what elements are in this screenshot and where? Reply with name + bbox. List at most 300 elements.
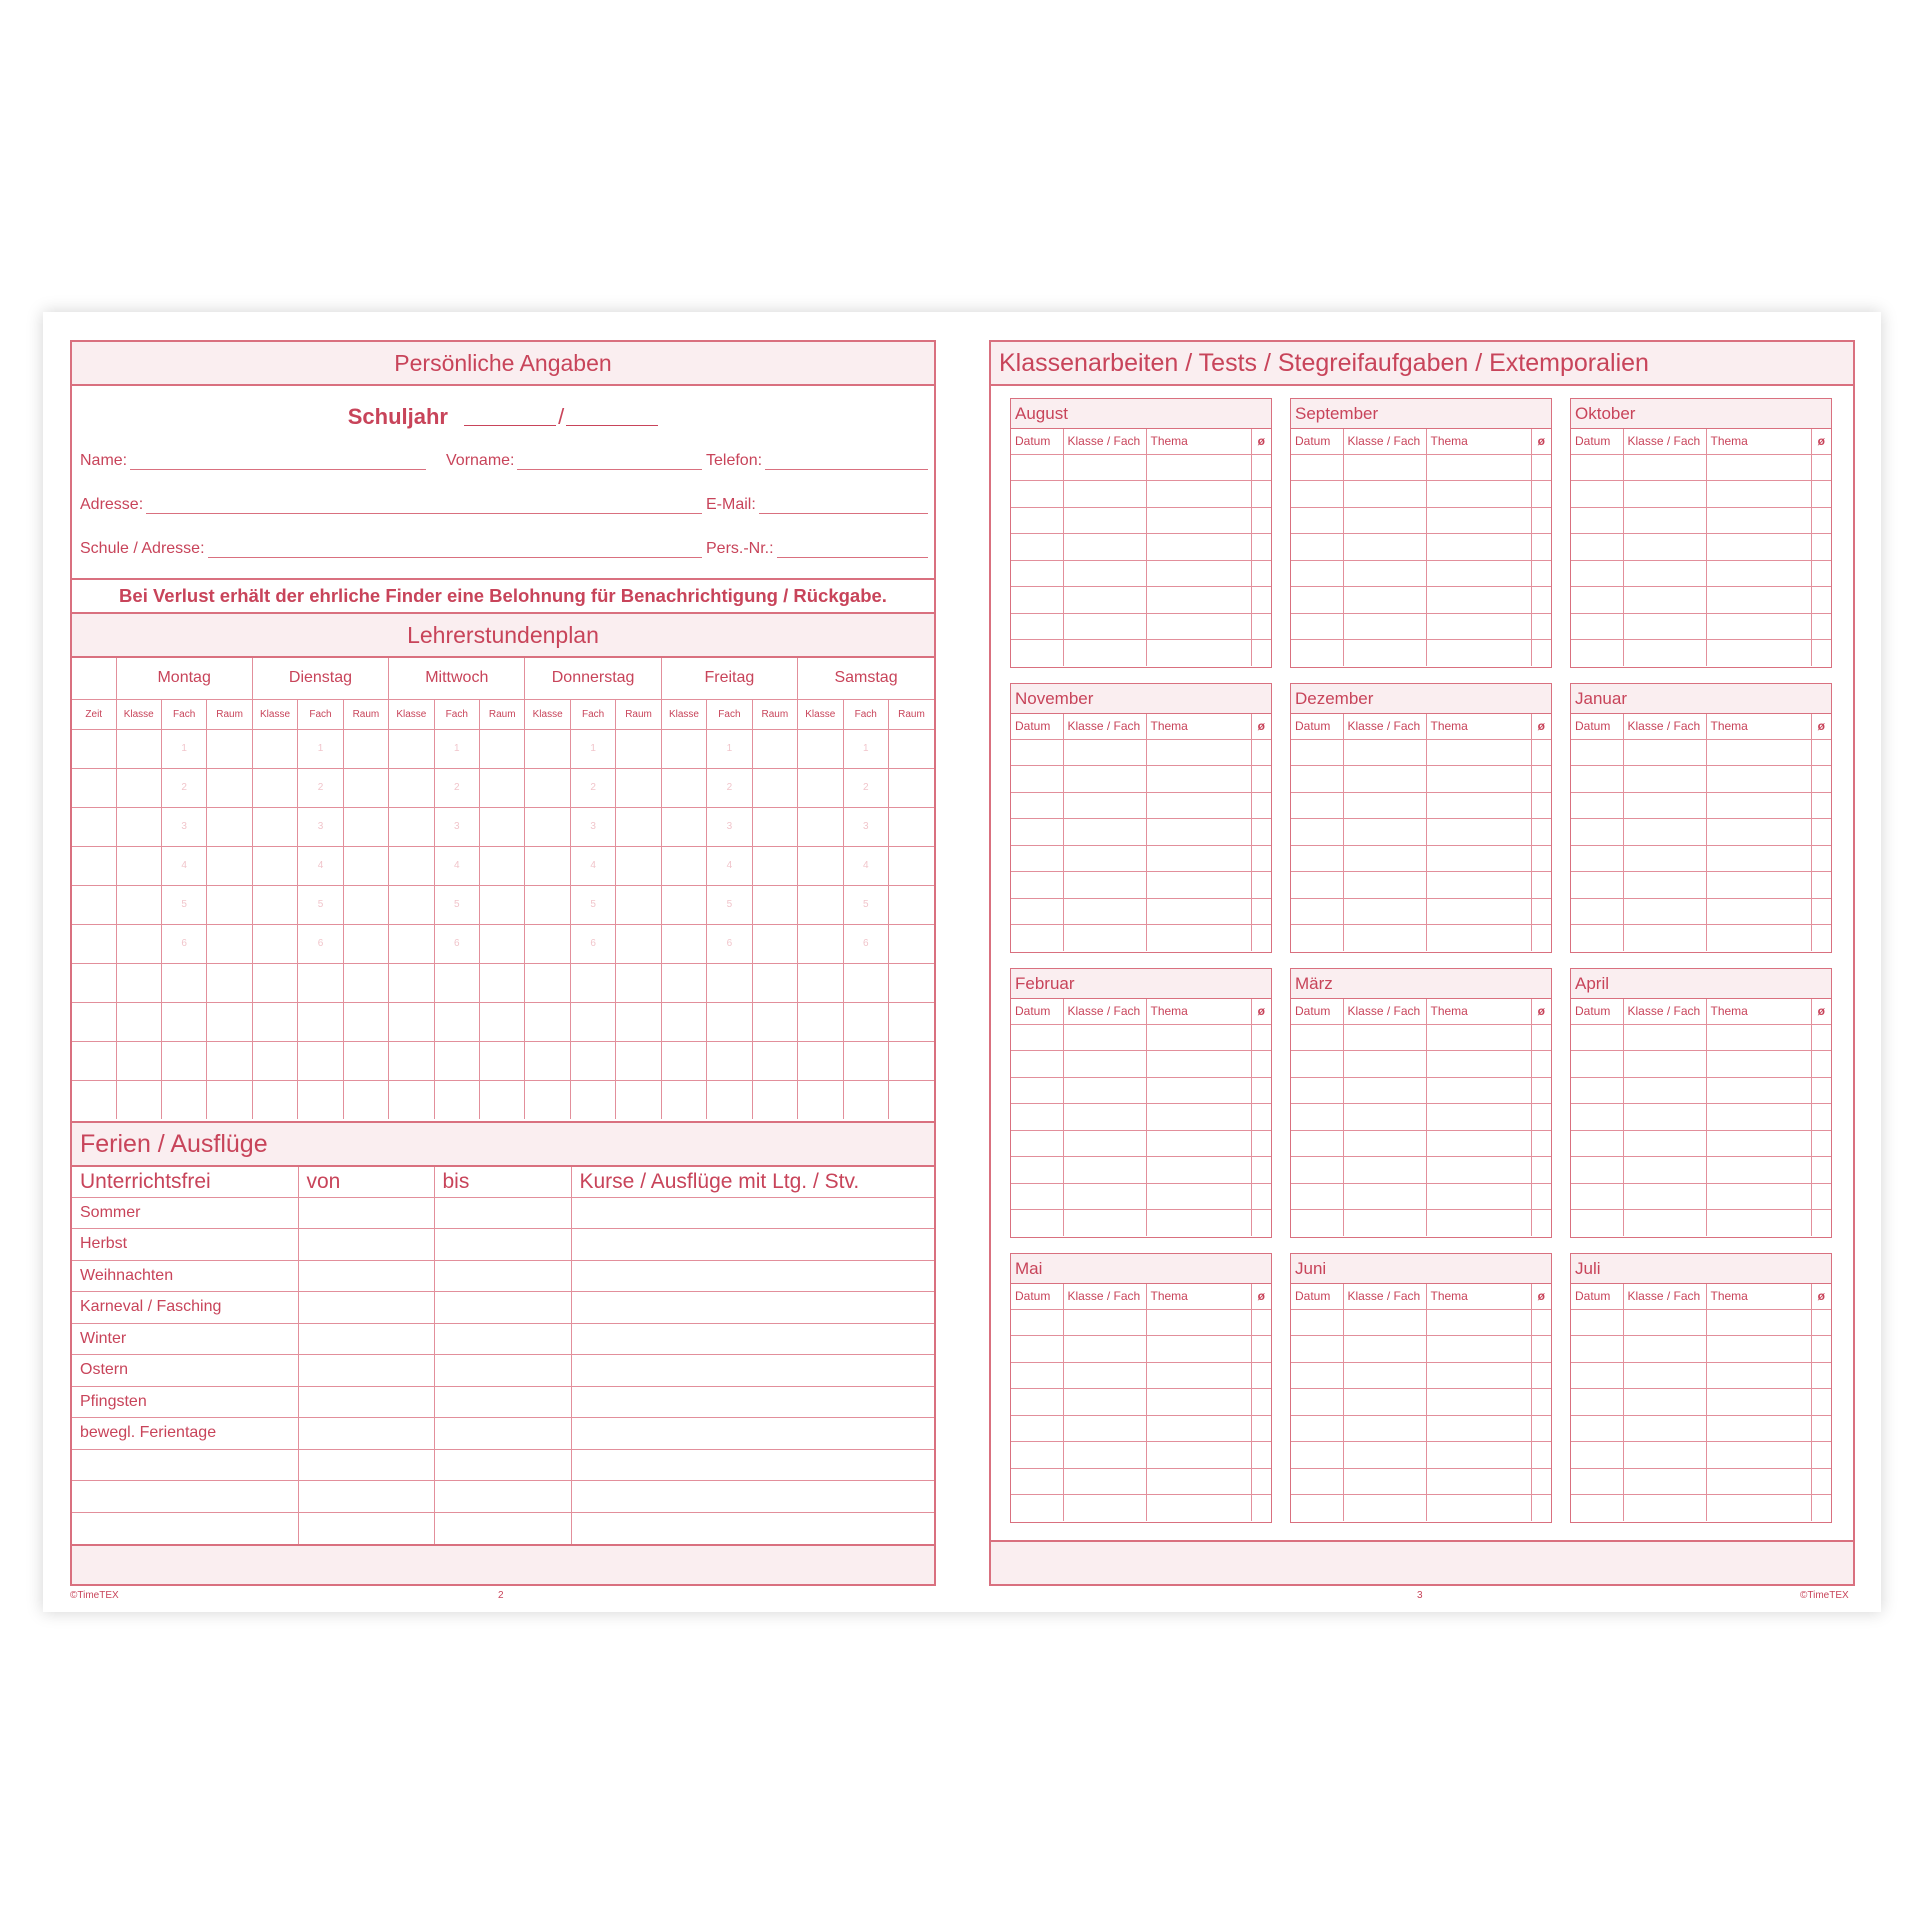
class-cell[interactable] (661, 807, 706, 846)
date-cell[interactable] (1291, 1362, 1343, 1389)
subject-cell[interactable] (161, 885, 206, 924)
class-subject-cell[interactable] (1063, 739, 1146, 766)
class-cell[interactable] (798, 1041, 843, 1080)
topic-cell[interactable] (1426, 1210, 1531, 1237)
excursion-cell[interactable] (571, 1386, 934, 1418)
class-subject-cell[interactable] (1623, 1157, 1706, 1184)
room-cell[interactable] (752, 768, 797, 807)
room-cell[interactable] (207, 846, 252, 885)
holiday-name-cell[interactable] (72, 1260, 298, 1292)
time-cell[interactable] (72, 1002, 116, 1041)
subject-cell[interactable] (161, 1080, 206, 1119)
average-cell[interactable] (1811, 1051, 1831, 1078)
date-cell[interactable] (1571, 1468, 1623, 1495)
excursion-cell[interactable] (571, 1355, 934, 1387)
excursion-cell[interactable] (571, 1229, 934, 1261)
class-subject-cell[interactable] (1063, 819, 1146, 846)
class-subject-cell[interactable] (1343, 898, 1426, 925)
subject-cell[interactable] (434, 768, 479, 807)
class-subject-cell[interactable] (1343, 792, 1426, 819)
average-cell[interactable] (1811, 587, 1831, 614)
class-subject-cell[interactable] (1063, 454, 1146, 481)
average-cell[interactable] (1251, 1051, 1271, 1078)
average-cell[interactable] (1251, 819, 1271, 846)
average-cell[interactable] (1251, 1415, 1271, 1442)
topic-cell[interactable] (1146, 454, 1251, 481)
date-cell[interactable] (1571, 1157, 1623, 1184)
date-cell[interactable] (1571, 1051, 1623, 1078)
average-cell[interactable] (1531, 1495, 1551, 1522)
date-cell[interactable] (1011, 872, 1063, 899)
topic-cell[interactable] (1146, 1183, 1251, 1210)
topic-cell[interactable] (1706, 1415, 1811, 1442)
date-cell[interactable] (1011, 845, 1063, 872)
holiday-to-cell[interactable] (434, 1323, 571, 1355)
average-cell[interactable] (1531, 1336, 1551, 1363)
room-cell[interactable] (752, 846, 797, 885)
average-cell[interactable] (1251, 613, 1271, 640)
room-cell[interactable] (343, 729, 388, 768)
subject-cell[interactable] (707, 963, 752, 1002)
average-cell[interactable] (1811, 1210, 1831, 1237)
topic-cell[interactable] (1146, 766, 1251, 793)
date-cell[interactable] (1291, 1210, 1343, 1237)
average-cell[interactable] (1251, 898, 1271, 925)
date-cell[interactable] (1291, 739, 1343, 766)
subject-cell[interactable] (298, 924, 343, 963)
room-cell[interactable] (207, 729, 252, 768)
excursion-cell[interactable] (571, 1323, 934, 1355)
date-cell[interactable] (1291, 819, 1343, 846)
date-cell[interactable] (1571, 872, 1623, 899)
class-cell[interactable] (116, 1080, 161, 1119)
subject-cell[interactable] (434, 1041, 479, 1080)
class-subject-cell[interactable] (1063, 1362, 1146, 1389)
topic-cell[interactable] (1426, 1051, 1531, 1078)
subject-cell[interactable] (298, 807, 343, 846)
class-subject-cell[interactable] (1623, 1183, 1706, 1210)
room-cell[interactable] (888, 846, 934, 885)
subject-cell[interactable] (298, 1041, 343, 1080)
excursion-cell[interactable] (571, 1512, 934, 1544)
room-cell[interactable] (207, 963, 252, 1002)
date-cell[interactable] (1291, 1104, 1343, 1131)
class-cell[interactable] (525, 924, 570, 963)
room-cell[interactable] (616, 807, 661, 846)
class-cell[interactable] (798, 963, 843, 1002)
subject-cell[interactable] (570, 768, 615, 807)
holiday-name-cell[interactable] (72, 1449, 298, 1481)
average-cell[interactable] (1811, 1024, 1831, 1051)
class-subject-cell[interactable] (1063, 1309, 1146, 1336)
room-cell[interactable] (480, 885, 525, 924)
average-cell[interactable] (1251, 1024, 1271, 1051)
topic-cell[interactable] (1146, 819, 1251, 846)
class-subject-cell[interactable] (1063, 1157, 1146, 1184)
average-cell[interactable] (1531, 792, 1551, 819)
date-cell[interactable] (1571, 1495, 1623, 1522)
average-cell[interactable] (1811, 1104, 1831, 1131)
topic-cell[interactable] (1146, 534, 1251, 561)
room-cell[interactable] (888, 924, 934, 963)
topic-cell[interactable] (1706, 898, 1811, 925)
topic-cell[interactable] (1706, 613, 1811, 640)
date-cell[interactable] (1291, 1024, 1343, 1051)
average-cell[interactable] (1811, 845, 1831, 872)
class-subject-cell[interactable] (1343, 1024, 1426, 1051)
room-cell[interactable] (616, 1080, 661, 1119)
subject-cell[interactable] (570, 924, 615, 963)
time-cell[interactable] (72, 885, 116, 924)
class-cell[interactable] (389, 963, 434, 1002)
class-cell[interactable] (116, 1041, 161, 1080)
subject-cell[interactable] (434, 846, 479, 885)
room-cell[interactable] (752, 729, 797, 768)
topic-cell[interactable] (1426, 925, 1531, 952)
average-cell[interactable] (1251, 1495, 1271, 1522)
class-cell[interactable] (525, 1002, 570, 1041)
holiday-to-cell[interactable] (434, 1481, 571, 1513)
topic-cell[interactable] (1146, 1130, 1251, 1157)
subject-cell[interactable] (434, 1002, 479, 1041)
holiday-from-cell[interactable] (298, 1323, 434, 1355)
room-cell[interactable] (343, 1041, 388, 1080)
average-cell[interactable] (1531, 1468, 1551, 1495)
subject-cell[interactable] (434, 807, 479, 846)
topic-cell[interactable] (1426, 1157, 1531, 1184)
date-cell[interactable] (1011, 1362, 1063, 1389)
room-cell[interactable] (616, 729, 661, 768)
date-cell[interactable] (1291, 587, 1343, 614)
date-cell[interactable] (1011, 507, 1063, 534)
class-subject-cell[interactable] (1343, 1362, 1426, 1389)
date-cell[interactable] (1571, 845, 1623, 872)
class-cell[interactable] (798, 768, 843, 807)
subject-cell[interactable] (843, 963, 888, 1002)
class-cell[interactable] (116, 807, 161, 846)
date-cell[interactable] (1571, 507, 1623, 534)
holiday-from-cell[interactable] (298, 1355, 434, 1387)
excursion-cell[interactable] (571, 1292, 934, 1324)
date-cell[interactable] (1571, 481, 1623, 508)
average-cell[interactable] (1531, 560, 1551, 587)
excursion-cell[interactable] (571, 1418, 934, 1450)
class-cell[interactable] (116, 963, 161, 1002)
average-cell[interactable] (1811, 481, 1831, 508)
date-cell[interactable] (1011, 1077, 1063, 1104)
class-cell[interactable] (252, 1041, 297, 1080)
subject-cell[interactable] (843, 1041, 888, 1080)
time-cell[interactable] (72, 846, 116, 885)
date-cell[interactable] (1011, 1051, 1063, 1078)
topic-cell[interactable] (1706, 1157, 1811, 1184)
class-cell[interactable] (525, 963, 570, 1002)
date-cell[interactable] (1571, 819, 1623, 846)
class-cell[interactable] (389, 1080, 434, 1119)
class-cell[interactable] (661, 768, 706, 807)
topic-cell[interactable] (1706, 1468, 1811, 1495)
date-cell[interactable] (1011, 1183, 1063, 1210)
class-subject-cell[interactable] (1063, 1442, 1146, 1469)
average-cell[interactable] (1531, 1130, 1551, 1157)
average-cell[interactable] (1251, 1442, 1271, 1469)
subject-cell[interactable] (707, 846, 752, 885)
class-subject-cell[interactable] (1623, 1024, 1706, 1051)
time-cell[interactable] (72, 1041, 116, 1080)
average-cell[interactable] (1811, 1362, 1831, 1389)
topic-cell[interactable] (1706, 1336, 1811, 1363)
class-cell[interactable] (798, 1080, 843, 1119)
class-cell[interactable] (389, 1041, 434, 1080)
topic-cell[interactable] (1706, 739, 1811, 766)
class-cell[interactable] (661, 924, 706, 963)
topic-cell[interactable] (1426, 1415, 1531, 1442)
class-subject-cell[interactable] (1623, 1468, 1706, 1495)
topic-cell[interactable] (1426, 819, 1531, 846)
class-subject-cell[interactable] (1623, 1051, 1706, 1078)
class-subject-cell[interactable] (1623, 845, 1706, 872)
topic-cell[interactable] (1706, 1077, 1811, 1104)
room-cell[interactable] (207, 885, 252, 924)
topic-cell[interactable] (1146, 1077, 1251, 1104)
subject-cell[interactable] (570, 1080, 615, 1119)
average-cell[interactable] (1251, 1157, 1271, 1184)
class-cell[interactable] (525, 846, 570, 885)
class-cell[interactable] (252, 1080, 297, 1119)
subject-cell[interactable] (434, 885, 479, 924)
average-cell[interactable] (1811, 1389, 1831, 1416)
topic-cell[interactable] (1706, 1309, 1811, 1336)
room-cell[interactable] (480, 846, 525, 885)
class-subject-cell[interactable] (1623, 1336, 1706, 1363)
average-cell[interactable] (1811, 792, 1831, 819)
topic-cell[interactable] (1146, 898, 1251, 925)
date-cell[interactable] (1291, 1309, 1343, 1336)
topic-cell[interactable] (1146, 1495, 1251, 1522)
room-cell[interactable] (752, 885, 797, 924)
class-subject-cell[interactable] (1623, 507, 1706, 534)
topic-cell[interactable] (1426, 481, 1531, 508)
time-cell[interactable] (72, 807, 116, 846)
class-cell[interactable] (661, 1080, 706, 1119)
room-cell[interactable] (616, 924, 661, 963)
topic-cell[interactable] (1706, 766, 1811, 793)
class-subject-cell[interactable] (1063, 1336, 1146, 1363)
topic-cell[interactable] (1706, 925, 1811, 952)
average-cell[interactable] (1251, 925, 1271, 952)
address-field[interactable] (80, 496, 702, 514)
room-cell[interactable] (343, 885, 388, 924)
average-cell[interactable] (1531, 613, 1551, 640)
class-subject-cell[interactable] (1063, 481, 1146, 508)
class-subject-cell[interactable] (1623, 1362, 1706, 1389)
average-cell[interactable] (1251, 1210, 1271, 1237)
class-subject-cell[interactable] (1623, 1389, 1706, 1416)
class-subject-cell[interactable] (1343, 1104, 1426, 1131)
average-cell[interactable] (1811, 1130, 1831, 1157)
class-subject-cell[interactable] (1623, 1309, 1706, 1336)
room-cell[interactable] (480, 768, 525, 807)
date-cell[interactable] (1571, 1442, 1623, 1469)
date-cell[interactable] (1571, 1183, 1623, 1210)
topic-cell[interactable] (1706, 1442, 1811, 1469)
date-cell[interactable] (1011, 587, 1063, 614)
subject-cell[interactable] (298, 768, 343, 807)
average-cell[interactable] (1251, 454, 1271, 481)
topic-cell[interactable] (1146, 560, 1251, 587)
topic-cell[interactable] (1706, 1024, 1811, 1051)
class-subject-cell[interactable] (1343, 507, 1426, 534)
class-cell[interactable] (661, 1002, 706, 1041)
class-subject-cell[interactable] (1623, 925, 1706, 952)
holiday-to-cell[interactable] (434, 1449, 571, 1481)
topic-cell[interactable] (1706, 507, 1811, 534)
class-subject-cell[interactable] (1063, 1210, 1146, 1237)
class-subject-cell[interactable] (1623, 1415, 1706, 1442)
date-cell[interactable] (1291, 792, 1343, 819)
topic-cell[interactable] (1706, 819, 1811, 846)
class-subject-cell[interactable] (1063, 613, 1146, 640)
topic-cell[interactable] (1426, 1024, 1531, 1051)
average-cell[interactable] (1251, 766, 1271, 793)
average-cell[interactable] (1531, 1415, 1551, 1442)
date-cell[interactable] (1011, 739, 1063, 766)
room-cell[interactable] (752, 1080, 797, 1119)
date-cell[interactable] (1291, 560, 1343, 587)
class-subject-cell[interactable] (1343, 1415, 1426, 1442)
date-cell[interactable] (1011, 1157, 1063, 1184)
date-cell[interactable] (1291, 1051, 1343, 1078)
class-cell[interactable] (389, 729, 434, 768)
subject-cell[interactable] (707, 1002, 752, 1041)
average-cell[interactable] (1531, 507, 1551, 534)
subject-cell[interactable] (161, 729, 206, 768)
date-cell[interactable] (1011, 640, 1063, 667)
average-cell[interactable] (1531, 1051, 1551, 1078)
class-subject-cell[interactable] (1623, 1442, 1706, 1469)
average-cell[interactable] (1811, 1442, 1831, 1469)
topic-cell[interactable] (1146, 1468, 1251, 1495)
topic-cell[interactable] (1426, 1336, 1531, 1363)
average-cell[interactable] (1531, 1210, 1551, 1237)
date-cell[interactable] (1571, 1336, 1623, 1363)
subject-cell[interactable] (843, 846, 888, 885)
class-subject-cell[interactable] (1063, 1104, 1146, 1131)
subject-cell[interactable] (570, 807, 615, 846)
topic-cell[interactable] (1146, 739, 1251, 766)
class-cell[interactable] (252, 768, 297, 807)
room-cell[interactable] (616, 768, 661, 807)
class-subject-cell[interactable] (1623, 739, 1706, 766)
school-year-start-field[interactable] (464, 406, 556, 426)
class-cell[interactable] (525, 807, 570, 846)
class-subject-cell[interactable] (1343, 613, 1426, 640)
topic-cell[interactable] (1146, 1389, 1251, 1416)
average-cell[interactable] (1251, 640, 1271, 667)
class-subject-cell[interactable] (1063, 560, 1146, 587)
subject-cell[interactable] (843, 729, 888, 768)
room-cell[interactable] (888, 807, 934, 846)
topic-cell[interactable] (1426, 613, 1531, 640)
topic-cell[interactable] (1146, 1051, 1251, 1078)
topic-cell[interactable] (1426, 454, 1531, 481)
class-cell[interactable] (389, 846, 434, 885)
date-cell[interactable] (1291, 534, 1343, 561)
class-subject-cell[interactable] (1623, 1130, 1706, 1157)
topic-cell[interactable] (1426, 898, 1531, 925)
class-cell[interactable] (116, 846, 161, 885)
class-cell[interactable] (252, 807, 297, 846)
topic-cell[interactable] (1426, 792, 1531, 819)
average-cell[interactable] (1531, 1157, 1551, 1184)
class-subject-cell[interactable] (1063, 587, 1146, 614)
date-cell[interactable] (1011, 1389, 1063, 1416)
class-subject-cell[interactable] (1063, 1389, 1146, 1416)
topic-cell[interactable] (1426, 1077, 1531, 1104)
class-cell[interactable] (389, 1002, 434, 1041)
date-cell[interactable] (1571, 1389, 1623, 1416)
subject-cell[interactable] (161, 924, 206, 963)
room-cell[interactable] (480, 963, 525, 1002)
date-cell[interactable] (1571, 1415, 1623, 1442)
subject-cell[interactable] (298, 963, 343, 1002)
school-year-end-field[interactable] (566, 406, 658, 426)
holiday-from-cell[interactable] (298, 1292, 434, 1324)
date-cell[interactable] (1571, 898, 1623, 925)
class-cell[interactable] (525, 768, 570, 807)
subject-cell[interactable] (843, 1080, 888, 1119)
room-cell[interactable] (616, 1002, 661, 1041)
room-cell[interactable] (343, 846, 388, 885)
subject-cell[interactable] (570, 885, 615, 924)
date-cell[interactable] (1571, 640, 1623, 667)
holiday-name-cell[interactable] (72, 1481, 298, 1513)
excursion-cell[interactable] (571, 1449, 934, 1481)
class-cell[interactable] (252, 885, 297, 924)
average-cell[interactable] (1531, 845, 1551, 872)
average-cell[interactable] (1251, 1362, 1271, 1389)
class-cell[interactable] (525, 885, 570, 924)
topic-cell[interactable] (1146, 1024, 1251, 1051)
class-cell[interactable] (525, 1041, 570, 1080)
average-cell[interactable] (1811, 1157, 1831, 1184)
class-cell[interactable] (661, 846, 706, 885)
holiday-name-cell[interactable] (72, 1512, 298, 1544)
class-subject-cell[interactable] (1623, 534, 1706, 561)
average-cell[interactable] (1251, 792, 1271, 819)
average-cell[interactable] (1251, 739, 1271, 766)
class-subject-cell[interactable] (1063, 1024, 1146, 1051)
topic-cell[interactable] (1426, 1183, 1531, 1210)
date-cell[interactable] (1011, 1468, 1063, 1495)
average-cell[interactable] (1531, 1183, 1551, 1210)
class-subject-cell[interactable] (1063, 507, 1146, 534)
date-cell[interactable] (1571, 1024, 1623, 1051)
topic-cell[interactable] (1706, 640, 1811, 667)
class-subject-cell[interactable] (1343, 845, 1426, 872)
average-cell[interactable] (1531, 454, 1551, 481)
holiday-to-cell[interactable] (434, 1292, 571, 1324)
class-cell[interactable] (252, 924, 297, 963)
class-subject-cell[interactable] (1623, 1495, 1706, 1522)
holiday-to-cell[interactable] (434, 1229, 571, 1261)
class-cell[interactable] (525, 1080, 570, 1119)
topic-cell[interactable] (1426, 1104, 1531, 1131)
average-cell[interactable] (1531, 1362, 1551, 1389)
class-cell[interactable] (661, 963, 706, 1002)
subject-cell[interactable] (161, 963, 206, 1002)
date-cell[interactable] (1291, 1442, 1343, 1469)
